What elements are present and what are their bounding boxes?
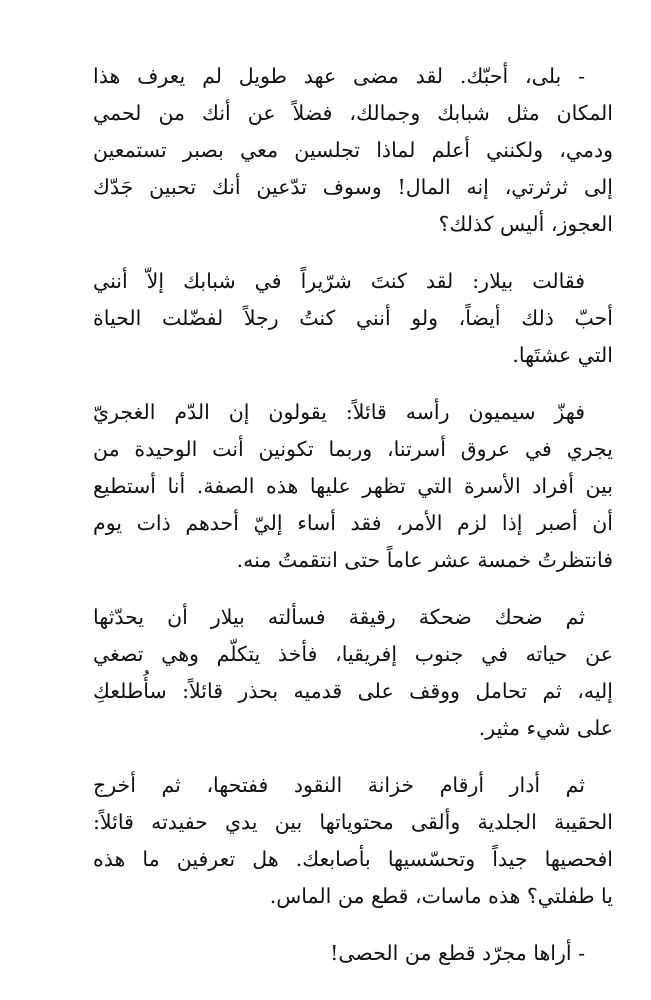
text-line: ثم أدار أرقام خزانة النقود ففتحها، ثم أخرج [93, 773, 585, 797]
text-line: - أراها مجرّد قطع من الحصى! [330, 941, 585, 965]
text-line: إليه، ثم تحامل ووقف على قدميه بحذر قائلاً: سأُطلعكِ [93, 679, 613, 703]
text-line: على شيء مثير. [478, 716, 613, 740]
text-line: يا طفلتي؟ هذه ماسات، قطع من الماس. [269, 884, 613, 908]
text-line: يجري في عروق أسرتنا، وربما تكونين أنت الوحيدة من [93, 437, 613, 461]
paragraph-5 [93, 767, 613, 915]
text-line: فقالت بيلار: لقد كنتَ شرّيراً في شبابك إلاّ أنني [93, 269, 585, 293]
text-line: المكان مثل شبابك وجمالك، فضلاً عن أنك من لحمي [93, 101, 613, 125]
text-line: بين أفراد الأسرة التي تظهر عليها هذه الصفة. أنا أستطيع [93, 474, 613, 498]
text-line: افحصيها جيداً وتحسّسيها بأصابعك. هل تعرفين ما هذه [93, 847, 613, 871]
paragraph-4 [93, 599, 613, 747]
text-line: التي عشتَها. [512, 343, 613, 367]
text-line: الحقيبة الجلدية وألقى محتوياتها بين يدي حفيدته قائلاً: [93, 810, 613, 834]
text-line: أن أصبر إذا لزم الأمر، فقد أساء إليّ أحدهم ذات يوم [93, 511, 613, 535]
text-line: إلى ثرثرتي، إنه المال! وسوف تدّعين أنك تحبين جَدّك [93, 175, 613, 199]
paragraph-3 [93, 394, 613, 579]
paragraph-1 [93, 58, 613, 243]
text-line: فانتظرتُ خمسة عشر عاماً حتى انتقمتُ منه. [236, 548, 613, 572]
text-line: ثم ضحك ضحكة رقيقة فسألته بيلار أن يحدّثها [93, 605, 585, 629]
paragraph-2 [93, 263, 613, 374]
paragraph-6 [93, 935, 613, 972]
text-line: - بلى، أحبّك. لقد مضى عهد طويل لم يعرف هذا [93, 64, 585, 88]
text-line: ودمي، ولكنني أعلم لماذا تجلسين معي بصبر تستمعين [93, 138, 613, 162]
text-line: فهزّ سيميون رأسه قائلاً: يقولون إن الدّم الغجريّ [93, 400, 585, 424]
text-line: العجوز، أليس كذلك؟ [438, 212, 613, 236]
text-line: أحبّ ذلك أيضاً، ولو أنني كنتُ رجلاً لفضّلت الحياة [93, 306, 613, 330]
text-line: عن حياته في جنوب إفريقيا، فأخذ يتكلّم وهي تصغي [93, 642, 613, 666]
